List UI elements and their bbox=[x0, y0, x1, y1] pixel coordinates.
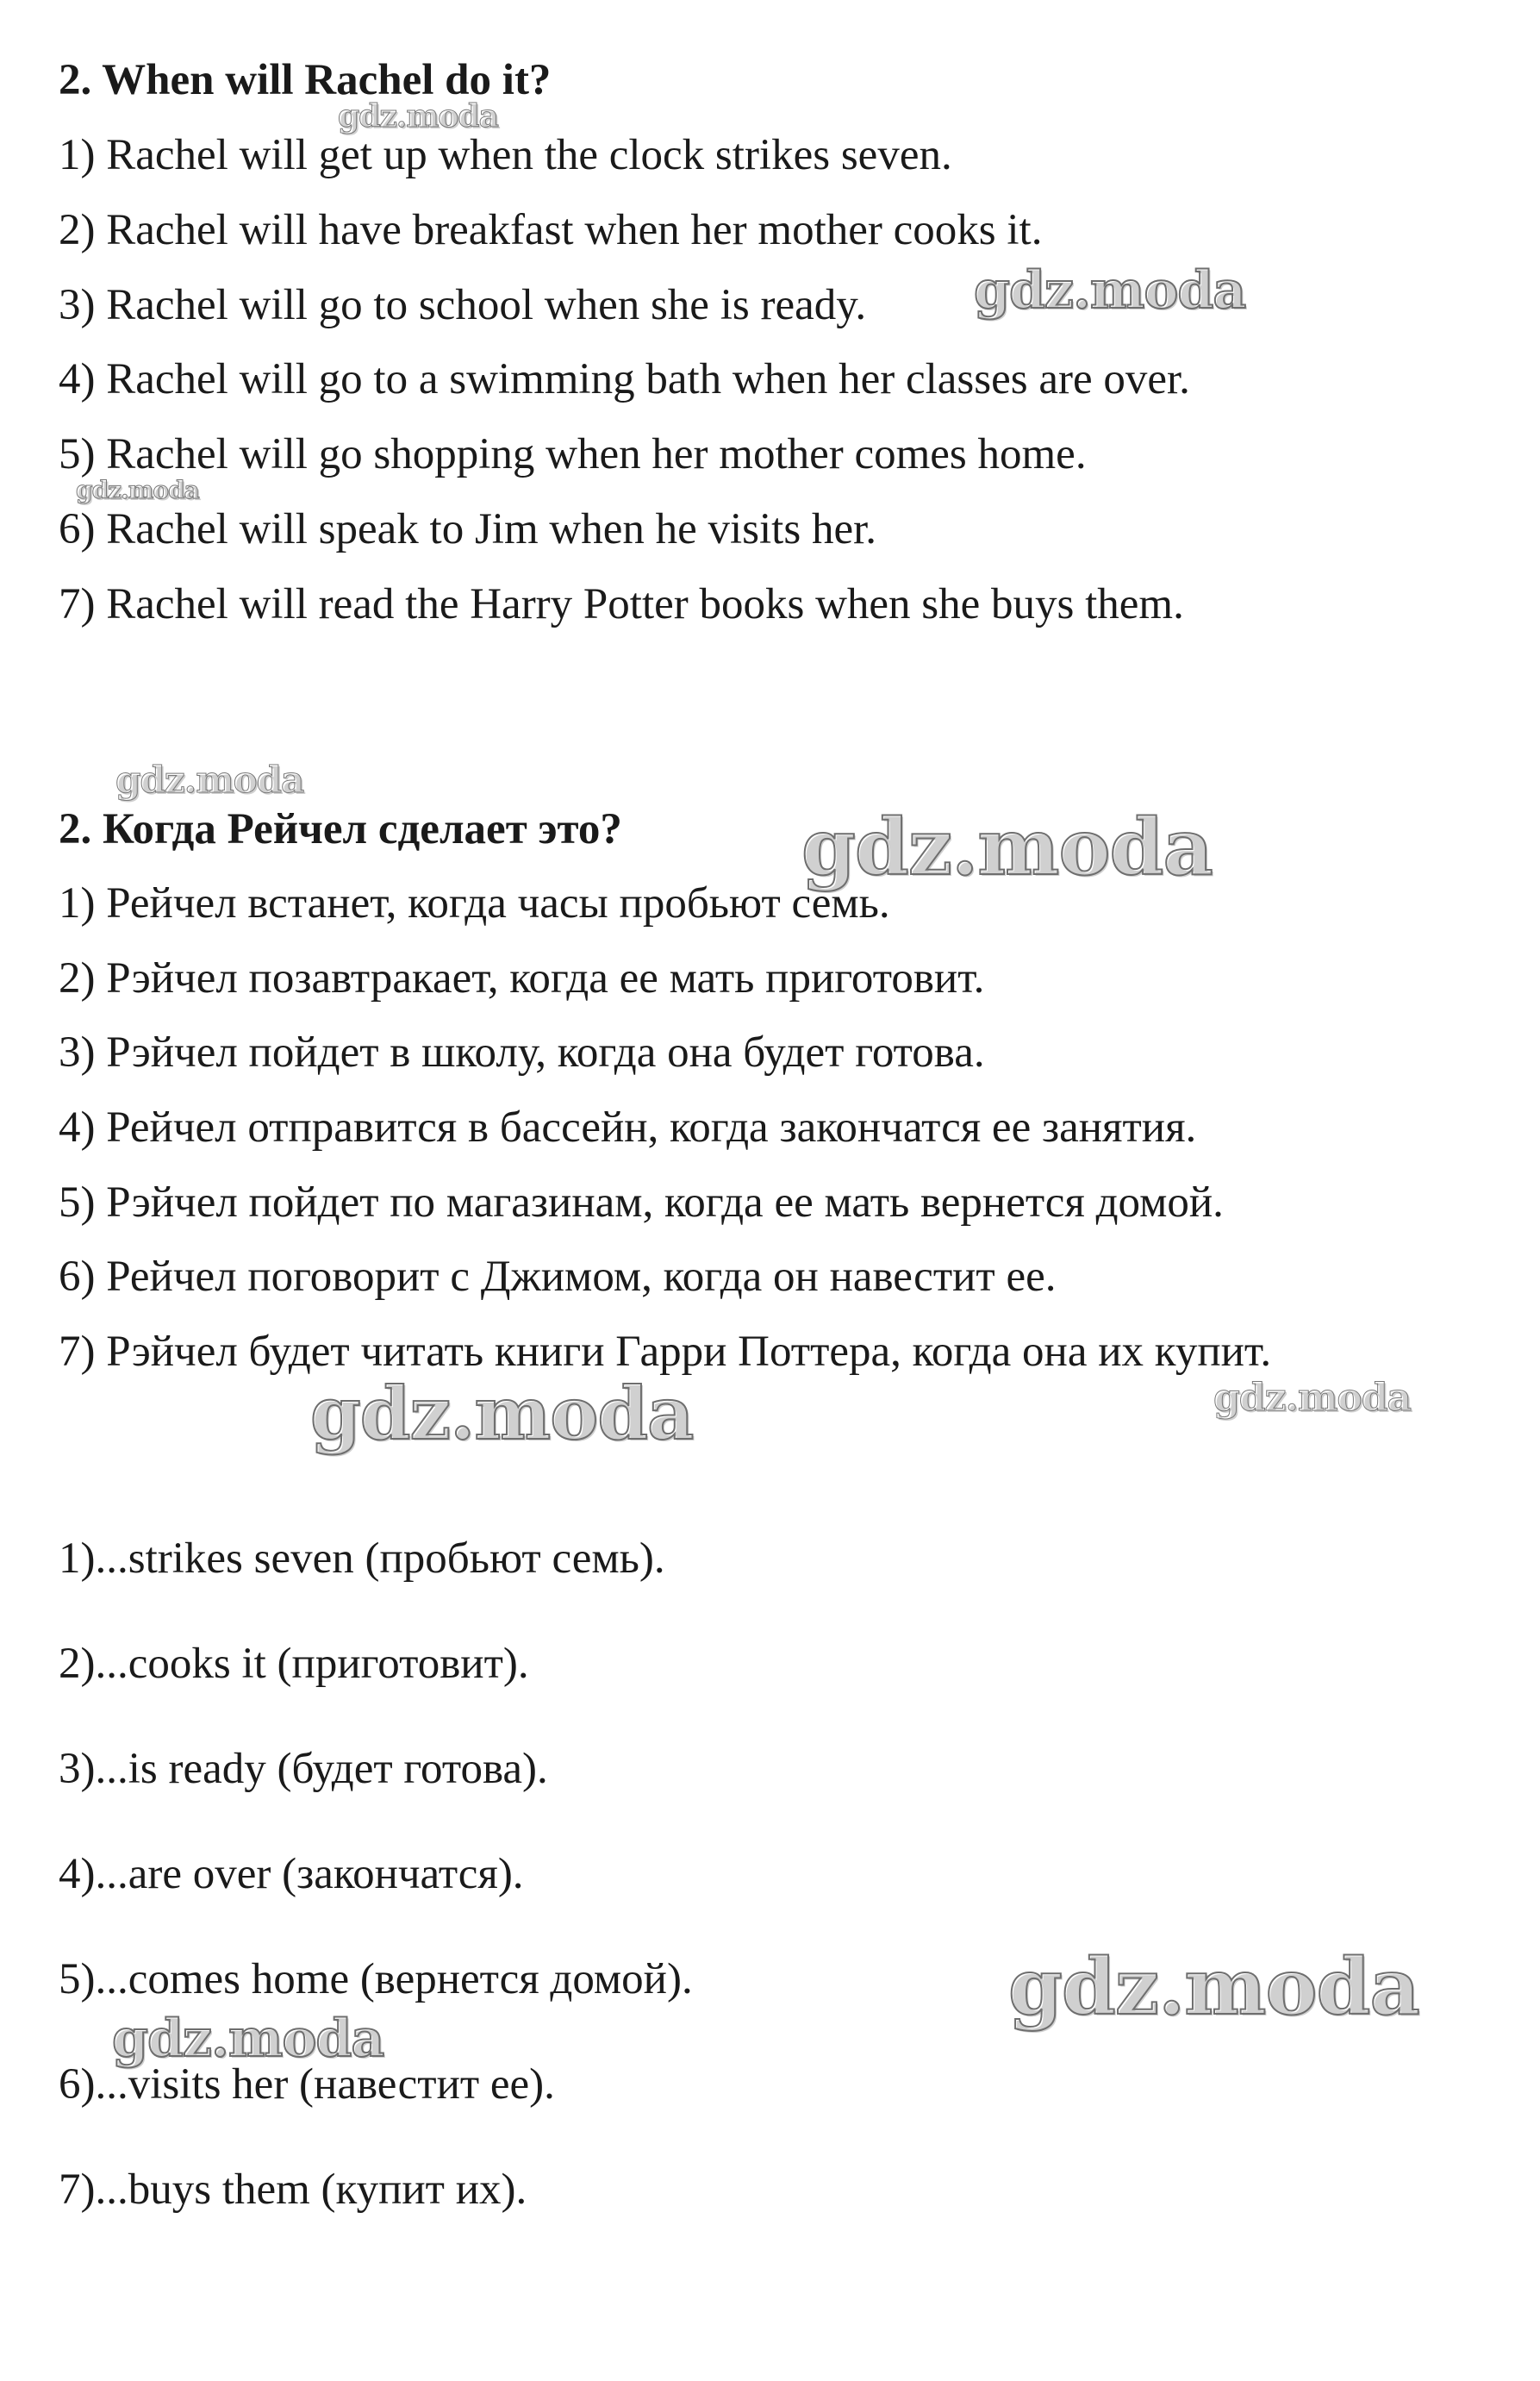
russian-item-4: 4) Рейчел отправится в бассейн, когда закончатся ее занятия. bbox=[59, 1103, 1197, 1152]
note-item-6: 6)...visits her (навестит ее). bbox=[59, 2060, 555, 2109]
russian-item-2: 2) Рэйчел позавтракает, когда ее мать приготовит. bbox=[59, 954, 985, 1003]
russian-item-3: 3) Рэйчел пойдет в школу, когда она будет готова. bbox=[59, 1028, 985, 1077]
english-item-4: 4) Rachel will go to a swimming bath when her classes are over. bbox=[59, 355, 1190, 403]
note-item-2: 2)...cooks it (приготовит). bbox=[59, 1640, 529, 1688]
watermark: gdz.moda bbox=[338, 98, 498, 134]
english-heading: 2. When will Rachel do it? bbox=[59, 56, 552, 104]
watermark: gdz.moda bbox=[1213, 1376, 1412, 1420]
english-item-3: 3) Rachel will go to school when she is ready. bbox=[59, 281, 867, 329]
english-item-6: 6) Rachel will speak to Jim when he visits her. bbox=[59, 505, 877, 553]
russian-item-5: 5) Рэйчел пойдет по магазинам, когда ее мать вернется домой. bbox=[59, 1178, 1224, 1227]
english-item-1: 1) Rachel will get up when the clock strikes seven. bbox=[59, 131, 952, 179]
watermark: gdz.moda bbox=[1008, 1941, 1419, 2033]
russian-item-7: 7) Рэйчел будет читать книги Гарри Поттера, когда она их купит. bbox=[59, 1328, 1272, 1376]
watermark: gdz.moda bbox=[115, 759, 304, 801]
note-item-3: 3)...is ready (будет готова). bbox=[59, 1745, 548, 1793]
watermark: gdz.moda bbox=[974, 260, 1246, 321]
english-item-2: 2) Rachel will have breakfast when her mother cooks it. bbox=[59, 206, 1043, 254]
russian-heading: 2. Когда Рейчел сделает это? bbox=[59, 805, 622, 853]
note-item-4: 4)...are over (закончатся). bbox=[59, 1850, 524, 1898]
english-item-5: 5) Rachel will go shopping when her mother comes home. bbox=[59, 430, 1087, 478]
russian-item-1: 1) Рейчел встанет, когда часы пробьют семь. bbox=[59, 879, 890, 928]
watermark: gdz.moda bbox=[310, 1371, 694, 1456]
russian-item-6: 6) Рейчел поговорит с Джимом, когда он навестит ее. bbox=[59, 1253, 1057, 1301]
note-item-1: 1)...strikes seven (пробьют семь). bbox=[59, 1534, 665, 1583]
english-item-7: 7) Rachel will read the Harry Potter books when she buys them. bbox=[59, 580, 1184, 628]
note-item-7: 7)...buys them (купит их). bbox=[59, 2165, 527, 2214]
watermark: gdz.moda bbox=[801, 802, 1213, 893]
watermark: gdz.moda bbox=[112, 2009, 384, 2069]
note-item-5: 5)...comes home (вернется домой). bbox=[59, 1955, 693, 2003]
watermark: gdz.moda bbox=[76, 476, 199, 504]
